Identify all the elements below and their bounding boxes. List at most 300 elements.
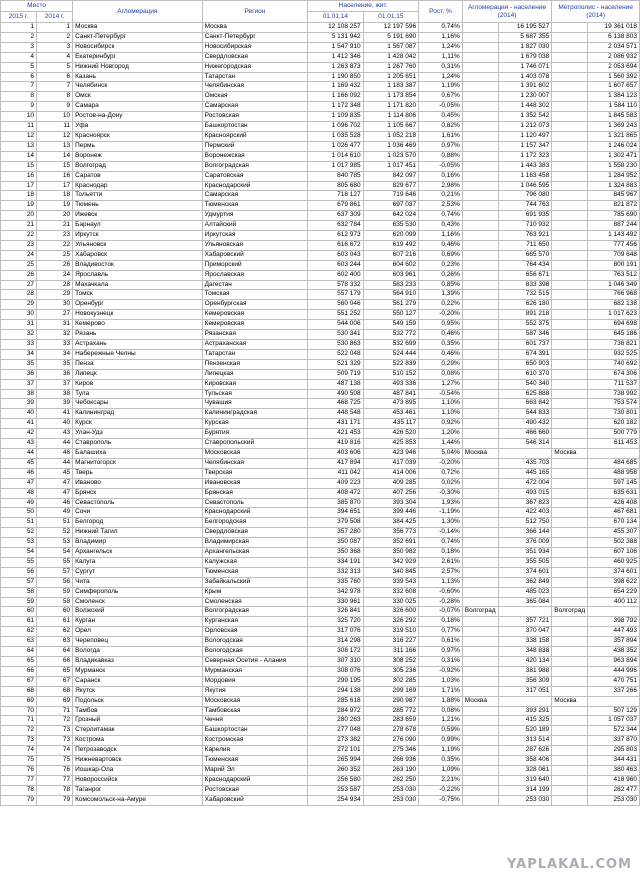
table-row — [1, 756, 640, 766]
metropolis-population: 674 306 — [588, 369, 640, 379]
rank-2014: 8 — [37, 92, 73, 102]
agglomeration-population: 1 046 595 — [498, 181, 552, 191]
rank-2014: 65 — [37, 666, 73, 676]
agglomeration-population: 1 827 030 — [498, 42, 552, 52]
region-name: Мордовия — [202, 676, 307, 686]
growth-percent: 0,18% — [419, 548, 463, 558]
growth-percent: 1,09% — [419, 765, 463, 775]
rank-2014: 46 — [37, 498, 73, 508]
growth-percent: -0,07% — [419, 607, 463, 617]
agglomeration-name: Нижний Тагил — [73, 528, 203, 538]
region-name: Кемеровская — [202, 320, 307, 330]
metropolis-population: 444 996 — [588, 666, 640, 676]
region-name: Орловская — [202, 627, 307, 637]
table-row — [1, 359, 640, 369]
agglomeration-name: Волжский — [73, 607, 203, 617]
metropolis-population: 932 525 — [588, 349, 640, 359]
metropolis-population: 738 992 — [588, 389, 640, 399]
metropolis-label — [552, 300, 588, 310]
metropolis-label — [552, 161, 588, 171]
population-2015: 564 910 — [363, 290, 419, 300]
agglomeration-population: 1 230 007 — [498, 92, 552, 102]
rank-2015: 62 — [1, 627, 37, 637]
growth-percent: -0,60% — [419, 587, 463, 597]
population-2014: 265 994 — [308, 756, 364, 766]
growth-percent: 0,69% — [419, 250, 463, 260]
rank-2015: 38 — [1, 389, 37, 399]
metropolis-label — [552, 369, 588, 379]
growth-percent: 0,46% — [419, 240, 463, 250]
rank-2014: 4 — [37, 52, 73, 62]
agglomeration-name: Астрахань — [73, 340, 203, 350]
rank-2014: 67 — [37, 676, 73, 686]
agglomeration-population: 732 515 — [498, 290, 552, 300]
rank-2014: 75 — [37, 756, 73, 766]
metropolis-label — [552, 270, 588, 280]
metropolis-label — [552, 201, 588, 211]
agglomeration-label — [462, 617, 498, 627]
metropolis-population: 1 302 471 — [588, 151, 640, 161]
population-2014: 1 190 850 — [308, 72, 364, 82]
region-name: Московская — [202, 448, 307, 458]
metropolis-population: 654 229 — [588, 587, 640, 597]
table-row — [1, 181, 640, 191]
metropolis-label — [552, 716, 588, 726]
region-name: Оренбургская — [202, 300, 307, 310]
growth-percent: -0,54% — [419, 389, 463, 399]
agglomeration-population: 601 737 — [498, 340, 552, 350]
metropolis-label — [552, 62, 588, 72]
population-2015: 1 171 820 — [363, 102, 419, 112]
rank-2014: 3 — [37, 42, 73, 52]
population-2015: 524 444 — [363, 349, 419, 359]
population-2015: 1 036 469 — [363, 141, 419, 151]
agglomeration-label — [462, 369, 498, 379]
population-2014: 332 313 — [308, 567, 364, 577]
agglomeration-population: 520 189 — [498, 726, 552, 736]
table-row — [1, 557, 640, 567]
metropolis-population: 418 960 — [588, 775, 640, 785]
table-row — [1, 538, 640, 548]
population-2015: 342 929 — [363, 557, 419, 567]
metropolis-population: 620 182 — [588, 419, 640, 429]
agglomeration-population: 674 391 — [498, 349, 552, 359]
agglomeration-label — [462, 627, 498, 637]
population-2015: 425 853 — [363, 439, 419, 449]
agglomeration-label — [462, 320, 498, 330]
rank-2014: 57 — [37, 567, 73, 577]
agglomeration-name: Челябинск — [73, 82, 203, 92]
agglomeration-population: 374 601 — [498, 567, 552, 577]
agglomeration-name: Рязань — [73, 330, 203, 340]
table-row — [1, 696, 640, 706]
metropolis-label: Волгоград — [552, 607, 588, 617]
metropolis-label — [552, 617, 588, 627]
rank-2015: 64 — [1, 647, 37, 657]
region-name: Курская — [202, 419, 307, 429]
rank-2014: 55 — [37, 557, 73, 567]
population-2014: 1 017 985 — [308, 161, 364, 171]
growth-percent: 1,93% — [419, 498, 463, 508]
population-2015: 619 492 — [363, 240, 419, 250]
agglomeration-population: 314 199 — [498, 785, 552, 795]
metropolis-population: 740 692 — [588, 359, 640, 369]
agglomeration-name: Тула — [73, 389, 203, 399]
population-2014: 317 076 — [308, 627, 364, 637]
agglomeration-name: Чита — [73, 577, 203, 587]
population-2015: 330 025 — [363, 597, 419, 607]
metropolis-label — [552, 310, 588, 320]
agglomeration-population: 764 434 — [498, 260, 552, 270]
growth-percent: -0,30% — [419, 488, 463, 498]
rank-2014: 2 — [37, 32, 73, 42]
rank-2015: 32 — [1, 330, 37, 340]
table-row — [1, 448, 640, 458]
region-name: Пензенская — [202, 359, 307, 369]
agglomeration-label — [462, 647, 498, 657]
rank-2015: 13 — [1, 141, 37, 151]
agglomeration-population: 796 080 — [498, 191, 552, 201]
population-2014: 285 618 — [308, 696, 364, 706]
population-2015: 316 227 — [363, 637, 419, 647]
agglomeration-population: 356 309 — [498, 676, 552, 686]
table-row — [1, 587, 640, 597]
region-name: Тюменская — [202, 567, 307, 577]
agglomeration-label — [462, 736, 498, 746]
agglomeration-label — [462, 518, 498, 528]
rank-2014: 59 — [37, 587, 73, 597]
table-row — [1, 171, 640, 181]
rank-2015: 73 — [1, 736, 37, 746]
rank-2015: 24 — [1, 250, 37, 260]
population-2014: 254 934 — [308, 795, 364, 805]
rank-2015: 16 — [1, 171, 37, 181]
agglomeration-name: Липецк — [73, 369, 203, 379]
growth-percent: -0,20% — [419, 310, 463, 320]
metropolis-label — [552, 647, 588, 657]
metropolis-population: 785 690 — [588, 211, 640, 221]
agglomeration-label — [462, 112, 498, 122]
region-name: Нижегородская — [202, 62, 307, 72]
metropolis-population: 763 512 — [588, 270, 640, 280]
metropolis-label — [552, 686, 588, 696]
population-2014: 419 816 — [308, 439, 364, 449]
population-2015: 842 097 — [363, 171, 419, 181]
agglomeration-name: Тольятти — [73, 191, 203, 201]
agglomeration-name: Грозный — [73, 716, 203, 726]
metropolis-label — [552, 666, 588, 676]
region-name: Курганская — [202, 617, 307, 627]
metropolis-population: 682 138 — [588, 300, 640, 310]
rank-2014: 14 — [37, 151, 73, 161]
rank-2014: 20 — [37, 211, 73, 221]
region-name: Тверская — [202, 468, 307, 478]
agglomeration-population: 466 660 — [498, 429, 552, 439]
table-row — [1, 706, 640, 716]
rank-2015: 44 — [1, 448, 37, 458]
growth-percent: 0,59% — [419, 726, 463, 736]
population-2015: 356 773 — [363, 528, 419, 538]
agglomeration-population: 656 671 — [498, 270, 552, 280]
watermark-logo: YAPLAKAL.COM — [507, 857, 632, 872]
rank-2014: 37 — [37, 379, 73, 389]
rank-2015: 55 — [1, 557, 37, 567]
agglomeration-label — [462, 151, 498, 161]
metropolis-population: 447 493 — [588, 627, 640, 637]
rank-2014: 38 — [37, 389, 73, 399]
agglomeration-label — [462, 122, 498, 132]
agglomeration-population: 317 051 — [498, 686, 552, 696]
population-2015: 1 052 218 — [363, 131, 419, 141]
region-name: Якутия — [202, 686, 307, 696]
agglomeration-population: 313 514 — [498, 736, 552, 746]
growth-percent: 1,16% — [419, 32, 463, 42]
rank-2015: 47 — [1, 478, 37, 488]
agglomeration-name: Орел — [73, 627, 203, 637]
rank-2015: 28 — [1, 290, 37, 300]
rank-2015: 69 — [1, 696, 37, 706]
population-2014: 544 006 — [308, 320, 364, 330]
metropolis-label — [552, 240, 588, 250]
growth-percent: 0,61% — [419, 637, 463, 647]
agglomeration-label — [462, 290, 498, 300]
table-row — [1, 290, 640, 300]
population-2014: 330 961 — [308, 597, 364, 607]
growth-percent: 0,92% — [419, 419, 463, 429]
table-row — [1, 666, 640, 676]
rank-2014: 63 — [37, 637, 73, 647]
agglomeration-population: 366 144 — [498, 528, 552, 538]
population-2015: 12 197 596 — [363, 23, 419, 33]
metropolis-label — [552, 102, 588, 112]
table-row — [1, 736, 640, 746]
metropolis-population: 670 134 — [588, 518, 640, 528]
agglomeration-label — [462, 359, 498, 369]
region-name: Белгородская — [202, 518, 307, 528]
table-row — [1, 250, 640, 260]
metropolis-population: 635 631 — [588, 488, 640, 498]
metropolis-label — [552, 557, 588, 567]
metropolis-label — [552, 765, 588, 775]
population-2015: 583 233 — [363, 280, 419, 290]
agglomeration-population: 650 903 — [498, 359, 552, 369]
header-aglo: Агломерация — [73, 1, 203, 23]
rank-2015: 1 — [1, 23, 37, 33]
metropolis-population: 1 017 623 — [588, 310, 640, 320]
agglomeration-name: Новосибирск — [73, 42, 203, 52]
metropolis-population: 709 648 — [588, 250, 640, 260]
rank-2015: 14 — [1, 151, 37, 161]
agglomeration-population: 348 838 — [498, 647, 552, 657]
rank-2014: 29 — [37, 290, 73, 300]
population-2014: 632 784 — [308, 221, 364, 231]
metropolis-population: 484 685 — [588, 458, 640, 468]
metropolis-label — [552, 676, 588, 686]
growth-percent: 2,21% — [419, 775, 463, 785]
growth-percent: 0,74% — [419, 538, 463, 548]
growth-percent: 2,98% — [419, 181, 463, 191]
agglomeration-label — [462, 42, 498, 52]
population-2014: 521 329 — [308, 359, 364, 369]
agglomeration-population: 1 448 302 — [498, 102, 552, 112]
population-2014: 284 972 — [308, 706, 364, 716]
agglomeration-label — [462, 686, 498, 696]
rank-2014: 73 — [37, 736, 73, 746]
population-2015: 399 446 — [363, 508, 419, 518]
population-2015: 522 839 — [363, 359, 419, 369]
metropolis-population: 1 584 110 — [588, 102, 640, 112]
growth-percent: 1,03% — [419, 676, 463, 686]
metropolis-label — [552, 211, 588, 221]
region-name: Самарская — [202, 191, 307, 201]
agglomeration-name: Ростов-на-Дону — [73, 112, 203, 122]
table-row — [1, 92, 640, 102]
rank-2015: 39 — [1, 399, 37, 409]
agglomeration-name: Калининград — [73, 409, 203, 419]
region-name: Московская — [202, 696, 307, 706]
agglomeration-population: 422 403 — [498, 508, 552, 518]
metropolis-label — [552, 538, 588, 548]
region-name: Воронежская — [202, 151, 307, 161]
rank-2015: 54 — [1, 548, 37, 558]
metropolis-label — [552, 409, 588, 419]
population-2015: 1 173 854 — [363, 92, 419, 102]
agglomeration-name: Улан-Удэ — [73, 429, 203, 439]
agglomeration-label — [462, 92, 498, 102]
metropolis-label — [552, 42, 588, 52]
agglomeration-label — [462, 498, 498, 508]
agglomeration-population: 587 346 — [498, 330, 552, 340]
table-row — [1, 270, 640, 280]
population-2015: 1 567 087 — [363, 42, 419, 52]
metropolis-label — [552, 72, 588, 82]
agglomeration-name: Брянск — [73, 488, 203, 498]
region-name: Приморский — [202, 260, 307, 270]
metropolis-label — [552, 775, 588, 785]
population-2015: 393 304 — [363, 498, 419, 508]
metropolis-population: 845 967 — [588, 191, 640, 201]
rank-2015: 18 — [1, 191, 37, 201]
region-name: Липецкая — [202, 369, 307, 379]
region-name: Ульяновская — [202, 240, 307, 250]
agglomeration-name: Мурманск — [73, 666, 203, 676]
agglomeration-label — [462, 468, 498, 478]
agglomeration-name: Симферополь — [73, 587, 203, 597]
rank-2015: 53 — [1, 538, 37, 548]
agglomeration-population: 1 212 073 — [498, 122, 552, 132]
metropolis-label — [552, 379, 588, 389]
rank-2015: 74 — [1, 746, 37, 756]
metropolis-population: 282 477 — [588, 785, 640, 795]
rank-2015: 23 — [1, 240, 37, 250]
population-2014: 487 138 — [308, 379, 364, 389]
agglomeration-population — [498, 696, 552, 706]
population-2014: 805 680 — [308, 181, 364, 191]
growth-percent: 1,30% — [419, 518, 463, 528]
rank-2014: 54 — [37, 548, 73, 558]
agglomeration-population: 393 291 — [498, 706, 552, 716]
growth-percent: 1,21% — [419, 716, 463, 726]
rank-2015: 19 — [1, 201, 37, 211]
region-name: Чувашия — [202, 399, 307, 409]
agglomeration-label — [462, 419, 498, 429]
region-name: Забайкальский — [202, 577, 307, 587]
agglomeration-population: 253 030 — [498, 795, 552, 805]
metropolis-population: 777 456 — [588, 240, 640, 250]
growth-percent: 0,85% — [419, 280, 463, 290]
rank-2014: 51 — [37, 518, 73, 528]
agglomeration-label — [462, 458, 498, 468]
agglomeration-population: 1 157 347 — [498, 141, 552, 151]
rank-2015: 77 — [1, 775, 37, 785]
agglomeration-population: 415 325 — [498, 716, 552, 726]
metropolis-label — [552, 657, 588, 667]
rank-2015: 56 — [1, 567, 37, 577]
table-row — [1, 280, 640, 290]
population-2015: 290 987 — [363, 696, 419, 706]
metropolis-label — [552, 785, 588, 795]
rank-2015: 40 — [1, 409, 37, 419]
population-2015: 302 285 — [363, 676, 419, 686]
metropolis-population: 1 057 037 — [588, 716, 640, 726]
population-2014: 294 138 — [308, 686, 364, 696]
population-2015: 340 845 — [363, 567, 419, 577]
population-2014: 448 548 — [308, 409, 364, 419]
region-name: Владимирская — [202, 538, 307, 548]
population-2014: 551 252 — [308, 310, 364, 320]
growth-percent: 2,61% — [419, 557, 463, 567]
table-row — [1, 607, 640, 617]
population-2014: 1 412 346 — [308, 52, 364, 62]
metropolis-label — [552, 330, 588, 340]
agglomeration-name: Белгород — [73, 518, 203, 528]
metropolis-population: 467 681 — [588, 508, 640, 518]
population-2014: 530 341 — [308, 330, 364, 340]
population-2015: 1 183 387 — [363, 82, 419, 92]
agglomeration-name: Махачкала — [73, 280, 203, 290]
table-row — [1, 775, 640, 785]
agglomeration-label — [462, 221, 498, 231]
metropolis-population: 1 284 952 — [588, 171, 640, 181]
population-2015: 607 216 — [363, 250, 419, 260]
metropolis-population: 2 034 571 — [588, 42, 640, 52]
rank-2015: 29 — [1, 300, 37, 310]
growth-percent: 0,08% — [419, 706, 463, 716]
agglomeration-label — [462, 250, 498, 260]
agglomeration-label — [462, 171, 498, 181]
table-body — [1, 23, 640, 806]
table-row — [1, 42, 640, 52]
metropolis-population: 6 138 803 — [588, 32, 640, 42]
rank-2015: 70 — [1, 706, 37, 716]
metropolis-population: 645 186 — [588, 330, 640, 340]
agglomeration-population: 376 009 — [498, 538, 552, 548]
population-2015: 561 279 — [363, 300, 419, 310]
population-2014: 530 863 — [308, 340, 364, 350]
rank-2014: 73 — [37, 726, 73, 736]
growth-percent: 1,24% — [419, 72, 463, 82]
region-name: Крым — [202, 587, 307, 597]
table-row — [1, 577, 640, 587]
population-2015: 326 292 — [363, 617, 419, 627]
population-2014: 522 048 — [308, 349, 364, 359]
region-name: Брянская — [202, 488, 307, 498]
agglomeration-population: 1 163 458 — [498, 171, 552, 181]
metropolis-label — [552, 478, 588, 488]
region-name: Кировская — [202, 379, 307, 389]
population-2015: 326 600 — [363, 607, 419, 617]
table-row — [1, 488, 640, 498]
